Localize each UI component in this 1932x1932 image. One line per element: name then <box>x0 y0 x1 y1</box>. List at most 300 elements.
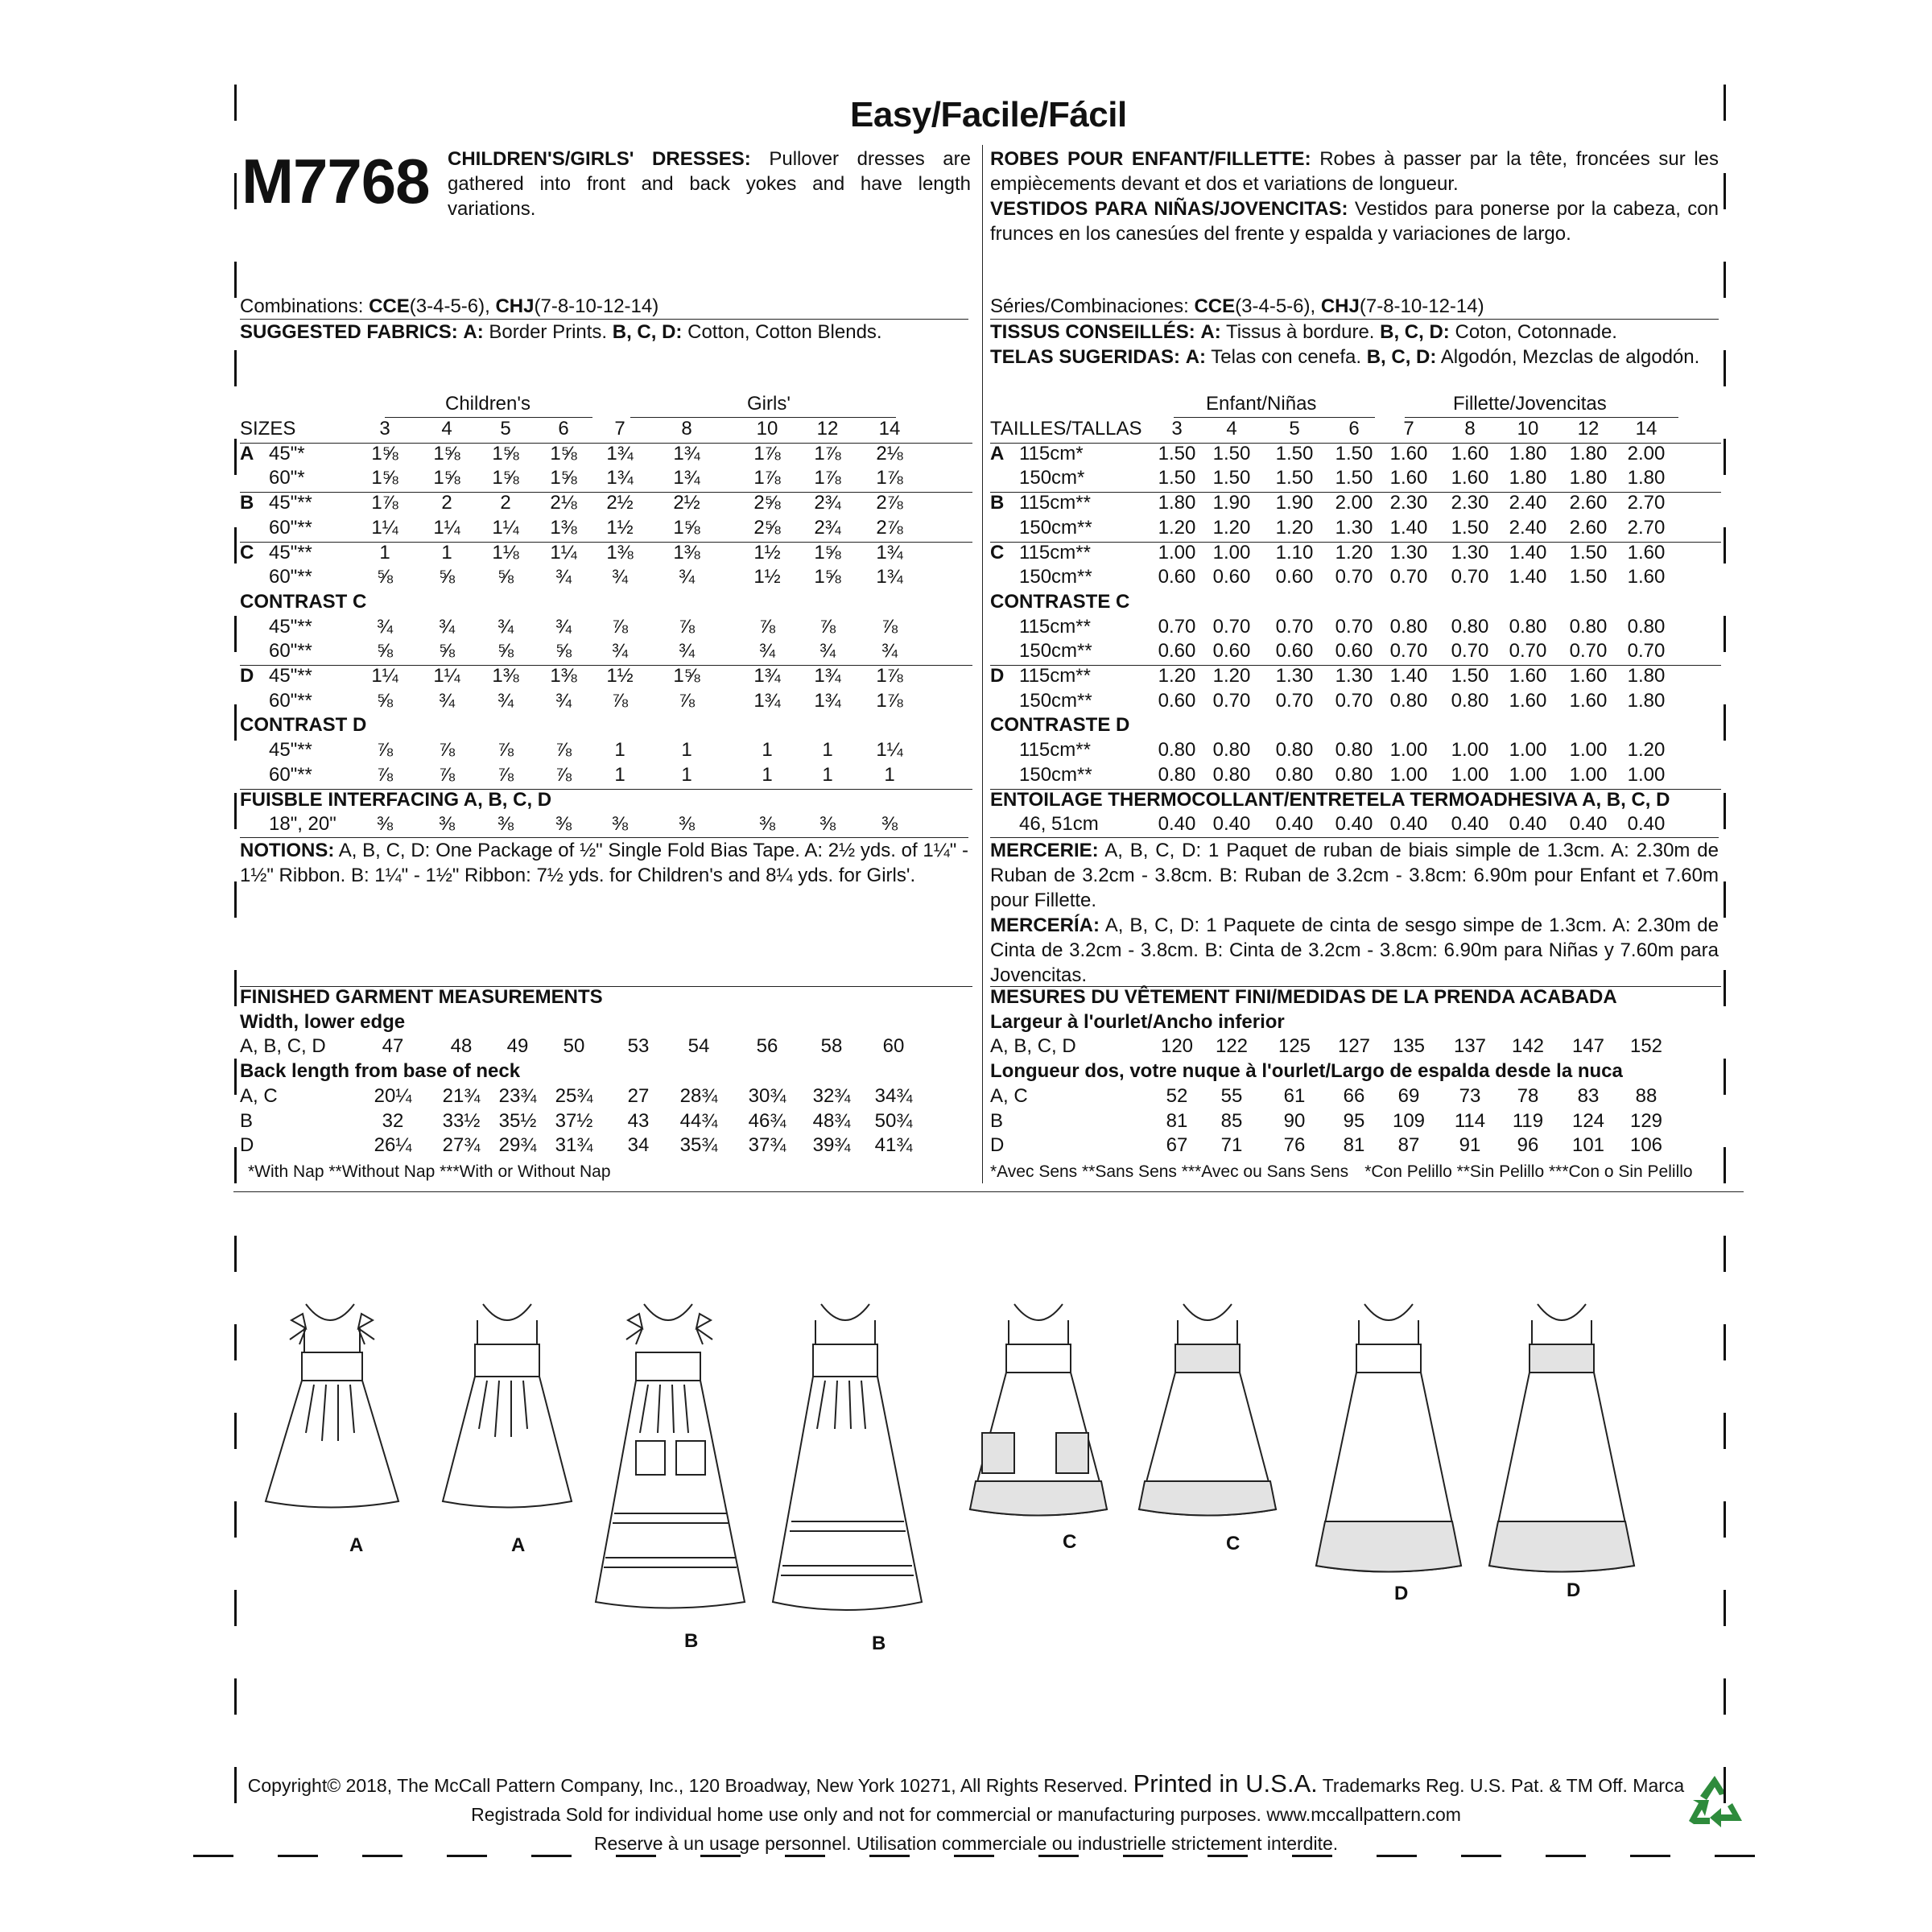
view-letter: A <box>990 442 1005 464</box>
size-header: 5 <box>1289 418 1300 440</box>
sizes-label: TAILLES/TALLAS <box>990 418 1142 440</box>
yardage-row <box>240 690 972 715</box>
measurement-value: 48¾ <box>812 1109 851 1132</box>
section-heading-row <box>240 789 972 814</box>
yardage-value: 1¼ <box>492 516 519 539</box>
width-label: Largeur à l'ourlet/Ancho inferior <box>990 1010 1285 1033</box>
footer-line-2: Registrada Sold for individual home use only and not for commercial or manufacturing purposes. www.mccallpattern.com <box>471 1804 1461 1825</box>
yardage-value: 0.70 <box>1451 566 1489 588</box>
section-heading: CONTRAST C <box>240 590 367 613</box>
yardage-value: ¾ <box>376 615 393 638</box>
yardage-value: 0.80 <box>1212 739 1251 762</box>
yardage-value: 2.00 <box>1627 442 1666 464</box>
cut-mark <box>1724 527 1726 564</box>
yardage-value: 1.00 <box>1158 541 1196 564</box>
cut-mark <box>234 1059 237 1095</box>
yardage-value: 0.60 <box>1335 640 1373 663</box>
group-girls: Fillette/Jovencitas <box>1453 393 1607 415</box>
yardage-value: 0.70 <box>1158 615 1196 638</box>
measurement-view: B <box>240 1109 254 1132</box>
cut-mark <box>1038 1855 1079 1857</box>
sizes-row <box>240 418 972 443</box>
yardage-value: 1.50 <box>1212 442 1251 464</box>
section-rule <box>984 1191 1744 1192</box>
yardage-value: 1 <box>822 739 833 762</box>
yardage-value: 1⅝ <box>550 442 577 464</box>
column-divider <box>982 145 983 1183</box>
yardage-value: 1⅞ <box>753 467 781 489</box>
yardage-value: 0.60 <box>1158 566 1196 588</box>
yardage-value: ⅝ <box>376 689 393 712</box>
yardage-value: ⅞ <box>438 763 455 786</box>
cut-mark <box>234 793 237 829</box>
measurements-title-row <box>240 986 972 1011</box>
yardage-value: ⅞ <box>819 615 836 638</box>
yardage-value: 0.40 <box>1335 813 1373 836</box>
yardage-value: 2.40 <box>1509 492 1547 514</box>
measurement-value: 26¼ <box>374 1134 412 1157</box>
measurement-row <box>990 1085 1721 1110</box>
nap-footnote: *With Nap **Without Nap ***With or Without Nap <box>248 1162 611 1181</box>
cut-mark <box>785 1855 825 1857</box>
yardage-value: 1.30 <box>1335 516 1373 539</box>
yardage-value: 0.70 <box>1451 640 1489 663</box>
yardage-value: 0.60 <box>1212 640 1251 663</box>
yardage-value: 0.80 <box>1389 615 1428 638</box>
yardage-value: 1.60 <box>1569 689 1608 712</box>
yardage-value: 0.60 <box>1212 566 1251 588</box>
measurement-value: 23¾ <box>498 1084 537 1107</box>
footer-line-3: Reserve à un usage personnel. Utilisation commerciale ou industrielle strictement interdite. <box>593 1833 1339 1854</box>
yardage-value: ⅜ <box>819 813 836 836</box>
yardage-value: 1.00 <box>1509 763 1547 786</box>
fabric-width: 18", 20" <box>269 813 336 836</box>
yardage-value: 1 <box>762 763 773 786</box>
measurement-row <box>990 1035 1721 1060</box>
spanish-title: VESTIDOS PARA NIÑAS/JOVENCITAS: <box>990 198 1348 220</box>
measurement-view: A, B, C, D <box>990 1035 1076 1058</box>
yardage-value: 1.00 <box>1451 763 1489 786</box>
section-heading: CONTRASTE D <box>990 714 1130 737</box>
size-header: 3 <box>1171 418 1183 440</box>
measurement-view: A, C <box>990 1084 1028 1107</box>
yardage-value: 2.30 <box>1389 492 1428 514</box>
measurement-value: 21¾ <box>442 1084 481 1107</box>
section-heading-row <box>990 789 1721 814</box>
yardage-row <box>990 566 1721 591</box>
fabric-width: 45"** <box>269 615 312 638</box>
cut-mark <box>1724 1767 1726 1803</box>
fabric-width: 150cm** <box>1019 689 1092 712</box>
yardage-value: 0.70 <box>1389 566 1428 588</box>
section-heading-row <box>240 714 972 739</box>
fabric-width: 46, 51cm <box>1019 813 1099 836</box>
measurement-row <box>990 1134 1721 1159</box>
measurement-value: 106 <box>1629 1134 1663 1157</box>
yardage-value: 0.80 <box>1389 689 1428 712</box>
yardage-value: 1.40 <box>1389 665 1428 687</box>
yardage-value: 0.80 <box>1451 689 1489 712</box>
yardage-row <box>240 443 972 468</box>
yardage-value: 1.40 <box>1509 541 1547 564</box>
size-header: 12 <box>1577 418 1600 440</box>
fabric-width: 115cm** <box>1019 739 1091 762</box>
measurement-value: 54 <box>687 1035 710 1058</box>
dress-c-front-drawing <box>970 1304 1107 1516</box>
measurement-value: 127 <box>1337 1035 1371 1058</box>
group-girls: Girls' <box>747 393 791 415</box>
fabric-width: 115cm** <box>1019 665 1091 687</box>
yardage-value: 1.00 <box>1569 763 1608 786</box>
measurement-value: 124 <box>1571 1109 1605 1132</box>
yardage-value: 0.80 <box>1158 739 1196 762</box>
yardage-value: 1.50 <box>1158 467 1196 489</box>
measurement-value: 96 <box>1517 1134 1539 1157</box>
dress-a-front-drawing <box>266 1304 398 1508</box>
yardage-value: 0.80 <box>1158 763 1196 786</box>
yardage-value: ⅜ <box>438 813 455 836</box>
yardage-value: 1⅝ <box>673 665 700 687</box>
yardage-row <box>240 739 972 764</box>
measurement-value: 48 <box>450 1035 473 1058</box>
cut-mark <box>1461 1855 1501 1857</box>
measurement-value: 69 <box>1397 1084 1420 1107</box>
section-heading-row <box>990 714 1721 739</box>
yardage-value: ¾ <box>438 615 455 638</box>
measurement-view: D <box>240 1134 254 1157</box>
cut-mark <box>234 1501 237 1538</box>
yardage-value: 1¾ <box>673 442 700 464</box>
yardage-value: 1¾ <box>814 689 841 712</box>
yardage-value: 1⅜ <box>550 516 577 539</box>
yardage-value: 1.50 <box>1275 442 1314 464</box>
yardage-value: 0.80 <box>1627 615 1666 638</box>
yardage-value: 1.00 <box>1627 763 1666 786</box>
yardage-value: 2⅝ <box>753 492 781 514</box>
measurement-value: 27 <box>627 1084 650 1107</box>
yardage-value: 1.30 <box>1451 541 1489 564</box>
size-header: 10 <box>756 418 778 440</box>
yardage-value: 2.70 <box>1627 492 1666 514</box>
yardage-row <box>990 467 1721 492</box>
cut-mark <box>954 1855 994 1857</box>
yardage-value: 1¼ <box>433 665 460 687</box>
yardage-value: ⅜ <box>758 813 775 836</box>
combinations-fabrics-en <box>240 294 968 345</box>
cut-mark <box>234 527 237 564</box>
yardage-value: 0.60 <box>1275 640 1314 663</box>
yardage-value: 2.70 <box>1627 516 1666 539</box>
view-letter: D <box>990 665 1005 687</box>
yardage-value: 1⅝ <box>673 516 700 539</box>
yardage-value: 1¾ <box>876 541 903 564</box>
fabric-width: 60"** <box>269 566 312 588</box>
notions-es-label: MERCERÍA: <box>990 914 1100 936</box>
length-label: Back length from base of neck <box>240 1060 521 1083</box>
yardage-value: 1⅝ <box>433 442 460 464</box>
measurement-value: 44¾ <box>679 1109 718 1132</box>
yardage-value: 0.70 <box>1335 566 1373 588</box>
yardage-value: 2.60 <box>1569 516 1608 539</box>
view-letter: A <box>240 442 254 464</box>
measurement-value: 91 <box>1459 1134 1481 1157</box>
yardage-value: 2 <box>500 492 511 514</box>
measurement-value: 109 <box>1392 1109 1426 1132</box>
yardage-value: 1¾ <box>606 467 634 489</box>
dress-d-front-drawing <box>1316 1304 1461 1572</box>
yardage-value: 1 <box>884 763 895 786</box>
yardage-value: 1½ <box>606 516 634 539</box>
yardage-value: ⅝ <box>376 640 393 663</box>
yardage-value: 1.60 <box>1627 541 1666 564</box>
yardage-value: 1.30 <box>1389 541 1428 564</box>
yardage-value: 1.50 <box>1451 665 1489 687</box>
cut-mark <box>234 1236 237 1272</box>
measurement-value: 125 <box>1278 1035 1311 1058</box>
measurement-value: 85 <box>1220 1109 1243 1132</box>
measurement-value: 30¾ <box>748 1084 786 1107</box>
yardage-table-fr <box>990 393 1721 844</box>
yardage-value: 1⅞ <box>371 492 398 514</box>
french-desc-text: Robes à passer par la tête, froncées sur les empiècements devant et dos et variations de longueur. <box>990 148 1719 195</box>
yardage-value: 0.60 <box>1158 689 1196 712</box>
yardage-value: 1¾ <box>606 442 634 464</box>
yardage-value: 2.00 <box>1335 492 1373 514</box>
yardage-row <box>990 690 1721 715</box>
yardage-row <box>990 640 1721 665</box>
length-label-row <box>990 1060 1721 1085</box>
yardage-value: ¾ <box>438 689 455 712</box>
measurement-value: 50¾ <box>874 1109 913 1132</box>
yardage-value: 1⅞ <box>876 689 903 712</box>
yardage-value: 1.90 <box>1212 492 1251 514</box>
cut-mark <box>234 173 237 209</box>
cut-mark <box>234 1590 237 1626</box>
cut-mark <box>1724 262 1726 298</box>
section-heading: ENTOILAGE THERMOCOLLANT/ENTRETELA TERMOADHESIVA A, B, C, D <box>990 788 1670 811</box>
yardage-value: ⅜ <box>376 813 393 836</box>
section-heading: CONTRAST D <box>240 714 367 737</box>
combinations-en: Combinations: CCE(3-4-5-6), CHJ(7-8-10-12-14) <box>240 295 659 317</box>
yardage-value: 0.40 <box>1509 813 1547 836</box>
cut-mark <box>1724 970 1726 1006</box>
yardage-value: 1.60 <box>1569 665 1608 687</box>
yardage-value: 0.60 <box>1275 566 1314 588</box>
yardage-value: 2⅛ <box>550 492 577 514</box>
size-header: 8 <box>681 418 692 440</box>
yardage-value: ⅝ <box>497 640 514 663</box>
group-children: Enfant/Niñas <box>1206 393 1317 415</box>
cut-mark <box>234 1147 237 1183</box>
yardage-value: 2¾ <box>814 492 841 514</box>
yardage-table-en <box>240 393 972 844</box>
yardage-row <box>240 640 972 665</box>
notions-en-text: A, B, C, D: One Package of ½" Single Fold Bias Tape. A: 2½ yds. of 1¼" - 1½" Ribbon. B: 1¼" - 1½" Ribbon: 7½ yds. for Children's and 8¼ yds. for Girls'. <box>240 840 968 886</box>
size-header: 6 <box>1348 418 1360 440</box>
yardage-row <box>240 665 972 690</box>
footer-line-1: Copyright© 2018, The McCall Pattern Company, Inc., 120 Broadway, New York 10271, All Rights Reserved. Printed in U.S.A. Trademarks Reg. U.S. Pat. & TM Off. Marca <box>247 1769 1685 1798</box>
yardage-value: 1⅝ <box>814 541 841 564</box>
dress-a-back-drawing <box>443 1304 572 1508</box>
yardage-value: 1⅜ <box>606 541 634 564</box>
measurement-value: 37¾ <box>748 1134 786 1157</box>
sizes-row <box>990 418 1721 443</box>
measurement-row <box>990 1110 1721 1135</box>
cut-mark <box>234 1324 237 1360</box>
yardage-value: 1.80 <box>1569 467 1608 489</box>
yardage-value: 1⅝ <box>492 467 519 489</box>
yardage-row <box>240 492 972 517</box>
cut-mark <box>1724 1678 1726 1715</box>
measurement-value: 152 <box>1629 1035 1663 1058</box>
suggested-fabrics-en: SUGGESTED FABRICS: A: Border Prints. B, C, D: Cotton, Cotton Blends. <box>240 321 882 343</box>
measurement-view: B <box>990 1109 1004 1132</box>
yardage-value: ⅞ <box>497 763 514 786</box>
yardage-value: ¾ <box>555 566 572 588</box>
yardage-value: 1.00 <box>1389 739 1428 762</box>
measurement-value: 20¼ <box>374 1084 412 1107</box>
yardage-value: 0.80 <box>1212 763 1251 786</box>
yardage-value: 1⅞ <box>876 665 903 687</box>
yardage-value: 0.70 <box>1389 640 1428 663</box>
measurement-value: 41¾ <box>874 1134 913 1157</box>
measurement-value: 88 <box>1635 1084 1657 1107</box>
dress-illustrations <box>242 1288 1707 1658</box>
yardage-value: 1¼ <box>433 516 460 539</box>
cut-mark <box>447 1855 487 1857</box>
nap-footnote-es: *Con Pelillo **Sin Pelillo ***Con o Sin Pelillo <box>1364 1162 1693 1181</box>
measurement-value: 147 <box>1571 1035 1605 1058</box>
cut-mark <box>1724 704 1726 741</box>
fabric-width: 150cm** <box>1019 763 1092 786</box>
yardage-value: 2¾ <box>814 516 841 539</box>
size-header: 4 <box>441 418 452 440</box>
yardage-value: 0.80 <box>1275 763 1314 786</box>
yardage-value: 0.70 <box>1335 615 1373 638</box>
yardage-value: ⅞ <box>376 763 393 786</box>
fabric-width: 45"** <box>269 541 312 564</box>
yardage-value: 0.70 <box>1627 640 1666 663</box>
yardage-value: ⅞ <box>678 615 695 638</box>
measurement-value: 78 <box>1517 1084 1539 1107</box>
cut-mark <box>1715 1855 1755 1857</box>
notions-en <box>240 837 968 888</box>
yardage-value: 1.00 <box>1569 739 1608 762</box>
yardage-value: 1 <box>762 739 773 762</box>
measurement-value: 50 <box>563 1035 585 1058</box>
cut-mark <box>1724 1324 1726 1360</box>
view-label-c2: C <box>1226 1533 1241 1554</box>
yardage-value: 1.60 <box>1389 467 1428 489</box>
yardage-value: ¾ <box>881 640 898 663</box>
fabric-width: 45"* <box>269 442 305 464</box>
section-heading-row <box>990 591 1721 616</box>
measurement-value: 32 <box>382 1109 404 1132</box>
yardage-value: 1¼ <box>876 739 903 762</box>
size-header: 4 <box>1226 418 1237 440</box>
measurement-value: 137 <box>1453 1035 1487 1058</box>
cut-mark <box>234 439 237 475</box>
yardage-value: ¾ <box>758 640 775 663</box>
yardage-value: 1.20 <box>1158 665 1196 687</box>
measurement-value: 28¾ <box>679 1084 718 1107</box>
yardage-value: 1.20 <box>1627 739 1666 762</box>
yardage-value: 0.70 <box>1212 615 1251 638</box>
fabric-width: 115cm* <box>1019 442 1084 464</box>
yardage-value: 1.80 <box>1509 442 1547 464</box>
cut-mark <box>1208 1855 1248 1857</box>
yardage-value: ⅞ <box>611 615 628 638</box>
cut-mark <box>234 616 237 652</box>
yardage-value: ⅜ <box>555 813 572 836</box>
measurement-row <box>240 1134 972 1159</box>
yardage-value: 1.80 <box>1509 467 1547 489</box>
cut-mark <box>1724 173 1726 209</box>
measurement-value: 33½ <box>442 1109 481 1132</box>
yardage-value: ⅜ <box>881 813 898 836</box>
measurement-value: 56 <box>756 1035 778 1058</box>
measurement-value: 83 <box>1577 1084 1600 1107</box>
fabric-width: 115cm** <box>1019 541 1091 564</box>
yardage-value: 0.40 <box>1451 813 1489 836</box>
yardage-value: 1⅜ <box>673 541 700 564</box>
yardage-value: 1.50 <box>1335 467 1373 489</box>
measurement-value: 49 <box>506 1035 529 1058</box>
dress-b-front-drawing <box>596 1304 745 1608</box>
yardage-value: 1 <box>681 763 692 786</box>
yardage-value: 0.40 <box>1627 813 1666 836</box>
measurement-value: 34¾ <box>874 1084 913 1107</box>
yardage-value: 1⅝ <box>433 467 460 489</box>
view-label-c1: C <box>1063 1531 1077 1553</box>
size-header: 14 <box>1635 418 1657 440</box>
cut-mark <box>1724 1236 1726 1272</box>
yardage-value: 1 <box>681 739 692 762</box>
yardage-value: 1⅛ <box>492 541 519 564</box>
measurement-value: 47 <box>382 1035 404 1058</box>
yardage-value: ⅝ <box>438 566 455 588</box>
view-letter: C <box>240 541 254 564</box>
width-label-row <box>990 1011 1721 1036</box>
yardage-value: ⅞ <box>497 739 514 762</box>
yardage-value: 2⅛ <box>876 442 903 464</box>
measurement-value: 101 <box>1571 1134 1605 1157</box>
yardage-value: 0.80 <box>1335 739 1373 762</box>
yardage-row <box>990 443 1721 468</box>
measurement-value: 61 <box>1283 1084 1306 1107</box>
measurement-value: 119 <box>1512 1109 1544 1132</box>
yardage-value: ⅞ <box>881 615 898 638</box>
nap-footnote <box>990 1162 1693 1182</box>
measurement-value: 52 <box>1166 1084 1188 1107</box>
yardage-value: ⅝ <box>376 566 393 588</box>
measurement-value: 35½ <box>498 1109 537 1132</box>
yardage-value: 1¼ <box>371 665 398 687</box>
yardage-value: 1.50 <box>1569 541 1608 564</box>
yardage-value: 1½ <box>606 665 634 687</box>
spanish-description <box>990 196 1719 246</box>
yardage-value: 2.30 <box>1451 492 1489 514</box>
yardage-value: 1.50 <box>1335 442 1373 464</box>
fabric-width: 150cm** <box>1019 516 1092 539</box>
cut-mark <box>278 1855 318 1857</box>
view-letter: D <box>240 665 254 687</box>
cut-mark <box>234 1413 237 1449</box>
measurement-value: 135 <box>1392 1035 1426 1058</box>
yardage-value: 1.20 <box>1335 541 1373 564</box>
yardage-value: 1.40 <box>1509 566 1547 588</box>
measurement-value: 142 <box>1511 1035 1545 1058</box>
